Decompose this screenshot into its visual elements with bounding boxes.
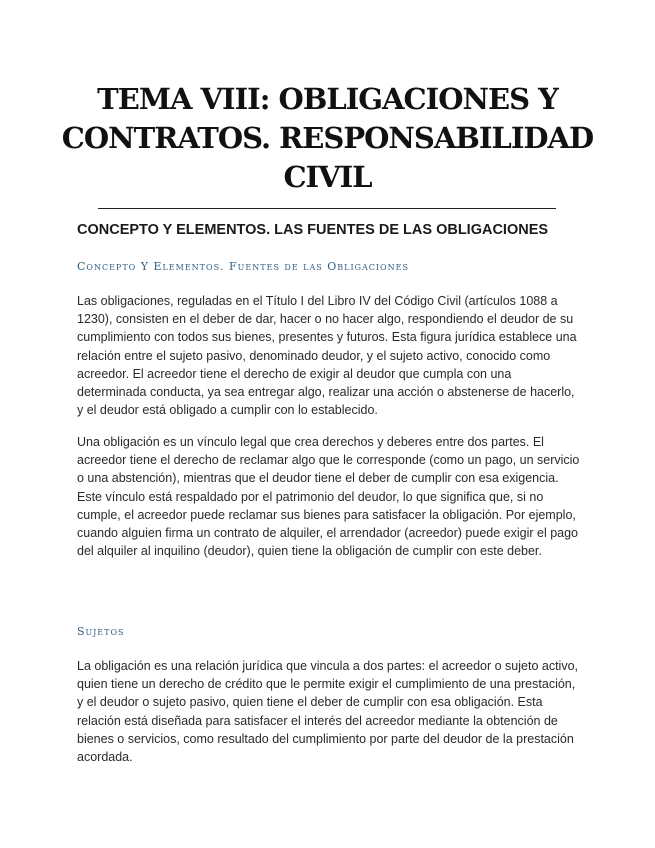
subheading-sujetos: Sujetos <box>77 625 125 638</box>
title-divider <box>98 208 556 209</box>
subheading-concepto: Concepto Y Elementos. Fuentes de las Obligaciones <box>77 260 409 273</box>
section-heading: CONCEPTO Y ELEMENTOS. LAS FUENTES DE LAS OBLIGACIONES <box>77 222 549 238</box>
paragraph: La obligación es una relación jurídica que vincula a dos partes: el acreedor o sujeto activo, quien tiene un derecho de crédito que le permite exigir el cumplimiento de una prestación, y el deudor o sujeto pasivo, quien tiene el deber de cumplir con esa obligación. Esta relación está diseñada para satisfacer el interés del acreedor mediante la obtención de bienes o servicios, como resultado del cumplimiento por parte del deudor de la prestación acordada. <box>77 659 579 765</box>
document-title: TEMA VIII: OBLIGACIONES Y CONTRATOS. RESPONSABILIDAD CIVIL <box>61 82 594 194</box>
paragraph: Las obligaciones, reguladas en el Título I del Libro IV del Código Civil (artículos 1088 a 1230), consisten en el deber de dar, hacer o no hacer algo, respondiendo el deudor de su cumplimiento con todos sus bienes, presentes y futuros. Esta figura jurídica establece una relación entre el sujeto pasivo, denominado deudor, y el sujeto activo, conocido como acreedor. El acreedor tiene el derecho de exigir al deudor que cumpla con una determinada conducta, ya sea entregar algo, realizar una acción o abstenerse de hacerlo, y el deudor está obligado a cumplir con lo establecido. <box>77 294 577 418</box>
paragraph: Una obligación es un vínculo legal que crea derechos y deberes entre dos partes. El acreedor tiene el derecho de reclamar algo que le corresponde (como un pago, un servicio o una abstención), mientras que el deudor tiene el deber de cumplir con esa exigencia. Este vínculo está respaldado por el patrimonio del deudor, lo que significa que, si no cumple, el acreedor puede reclamar sus bienes para satisfacer la obligación. Por ejemplo, cuando alguien firma un contrato de alquiler, el arrendador (acreedor) puede exigir el pago del alquiler al inquilino (deudor), quien tiene la obligación de cumplir con este deber. <box>77 435 580 559</box>
